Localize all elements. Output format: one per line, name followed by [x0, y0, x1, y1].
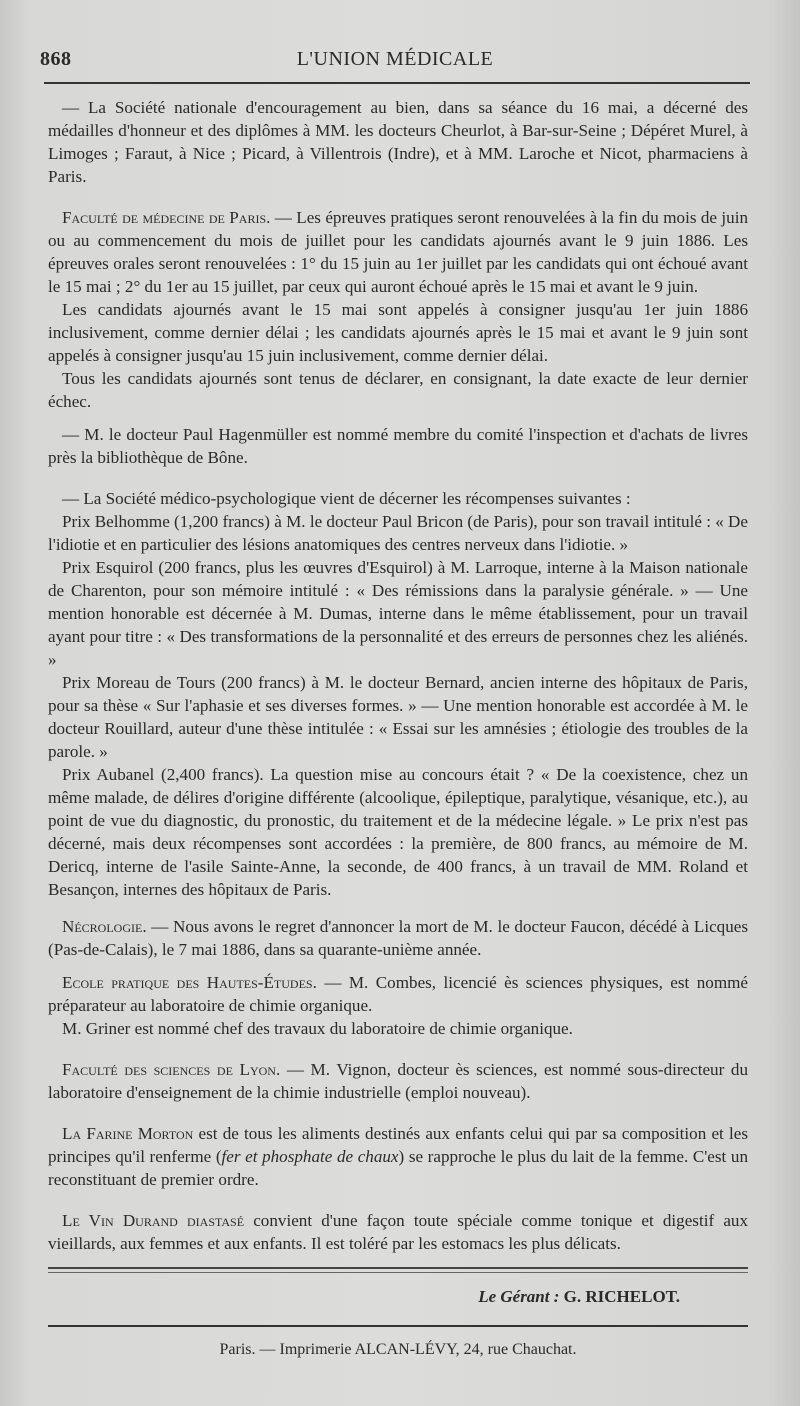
- paragraph-text: — Les épreuves pratiques seront renouvelées à la fin du mois de juin ou au commencement du mois de juillet pour les candidats ajournés avant le 9 juin 1886. Les épreuves orales seront renouvelées : 1° du 15 juin au 1er juillet par les candidats qui ont échoué avant le 15 mai ; 2° du 1er au 15 juillet, par ceux qui auront échoué après le 15 mai et avant le 9 juin.: [48, 208, 748, 296]
- section-lead: Faculté de médecine de Paris.: [62, 208, 271, 227]
- advert-lead: La Farine Morton: [62, 1124, 194, 1143]
- advert-farine-morton: [48, 1122, 748, 1191]
- prix-aubanel: Prix Aubanel (2,400 francs). La question mise au concours était ? « De la coexistence, chez un même malade, de délires d'origine différente (alcoolique, épileptique, paralytique, vésanique, etc.), au point de vue du diagnostic, du pronostic, du traitement et de la médecine légale. » Le prix n'est pas décerné, mais deux récompenses sont accordées : la première, de 800 francs, au mémoire de M. Dericq, interne de l'asile Sainte-Anne, la seconde, de 400 francs, à un travail de MM. Roland et Besançon, internes des hôpitaux de Paris.: [48, 765, 748, 899]
- prix-belhomme: Prix Belhomme (1,200 francs) à M. le docteur Paul Bricon (de Paris), pour son travail intitulé : « De l'idiotie et en particulier des lésions anatomiques des centres nerveux dans l'idiotie. »: [48, 512, 748, 554]
- prix-esquirol: Prix Esquirol (200 francs, plus les œuvres d'Esquirol) à M. Larroque, interne à la Maison nationale de Charenton, pour son mémoire intitulé : « Des rémissions dans la paralysie générale. » — Une mention honorable est décernée à M. Dumas, interne dans le même établissement, pour un travail ayant pour titre : « Des transformations de la personnalité et des erreurs de personnes chez les aliénés. »: [48, 558, 748, 669]
- signature-name: G. RICHELOT.: [563, 1287, 680, 1306]
- running-title: L'UNION MÉDICALE: [296, 48, 494, 70]
- header-rule: [44, 82, 750, 84]
- page-header: [40, 48, 750, 78]
- news-faculte-medecine-paris: [48, 206, 748, 298]
- news-ecole-hautes-etudes: [48, 971, 748, 1017]
- paragraph-text: est de tous les aliments destinés aux enfants celui qui par sa composition et les principes qu'il renferme (: [48, 1124, 748, 1166]
- section-lead: Nécrologie.: [62, 917, 147, 936]
- paragraph-italic: fer et phosphate de chaux: [221, 1147, 399, 1166]
- footer-rule: [48, 1325, 748, 1327]
- news-candidats-declarer: Tous les candidats ajournés sont tenus de déclarer, en consignant, la date exacte de leur dernier échec.: [48, 369, 748, 411]
- news-hagenmuller: — M. le docteur Paul Hagenmüller est nommé membre du comité l'inspection et d'achats de livres près la bibliothèque de Bône.: [48, 425, 748, 467]
- section-lead: Faculté des sciences de Lyon.: [62, 1060, 281, 1079]
- paragraph-text: — Nous avons le regret d'annoncer la mort de M. le docteur Faucon, décédé à Licques (Pas-de-Calais), le 7 mai 1886, dans sa quarante-unième année.: [48, 917, 748, 959]
- page-number: 868: [40, 48, 72, 70]
- advert-lead: Le Vin Durand diastasé: [62, 1211, 245, 1230]
- advert-vin-durand: [48, 1209, 748, 1255]
- paragraph-text: — M. Vignon, docteur ès sciences, est nommé sous-directeur du laboratoire d'enseignement de la chimie industrielle (emploi nouveau).: [48, 1060, 749, 1102]
- news-societe-encouragement: — La Société nationale d'encouragement au bien, dans sa séance du 16 mai, a décerné des médailles d'honneur et des diplômes à MM. les docteurs Cheurlot, à Bar-sur-Seine ; Dépéret Murel, à Limoges ; Faraut, à Nice ; Picard, à Villentrois (Indre), et à MM. Laroche et Nicot, pharmaciens à Paris.: [48, 98, 748, 186]
- news-candidats-consigner: Les candidats ajournés avant le 15 mai sont appelés à consigner jusqu'au 1er juin 1886 inclusivement, comme dernier délai ; les candidats ajournés après le 15 mai et avant le 9 juin sont appelés à consigner jusqu'au 15 juin inclusivement, comme dernier délai.: [48, 300, 748, 365]
- news-faculte-sciences-lyon: [48, 1058, 748, 1104]
- news-necrologie: [48, 915, 748, 961]
- paragraph-text: ) se rapproche le plus du lait de la femme. C'est un reconstituant de premier ordre.: [48, 1147, 748, 1189]
- signature-rule-thin: [48, 1272, 748, 1273]
- prix-moreau-de-tours: Prix Moreau de Tours (200 francs) à M. le docteur Bernard, ancien interne des hôpitaux de Paris, pour sa thèse « Sur l'aphasie et ses diverses formes. » — Une mention honorable est accordée à M. le docteur Rouillard, auteur d'une thèse intitulée : « Essai sur les amnésies ; étiologie des troubles de la parole. »: [48, 673, 748, 761]
- signature-line: [48, 1287, 748, 1307]
- news-societe-medico-psychologique: — La Société médico-psychologique vient de décerner les récompenses suivantes :: [62, 489, 631, 508]
- page-body: [48, 96, 748, 1359]
- section-lead: Ecole pratique des Hautes-Études.: [62, 973, 317, 992]
- paragraph-text: — M. Combes, licencié ès sciences physiques, est nommé préparateur au laboratoire de chimie organique.: [48, 973, 748, 1015]
- news-griner: M. Griner est nommé chef des travaux du laboratoire de chimie organique.: [62, 1019, 573, 1038]
- printer-imprint: Paris. — Imprimerie ALCAN-LÉVY, 24, rue Chauchat.: [219, 1341, 577, 1358]
- paragraph-text: convient d'une façon toute spéciale comme tonique et digestif aux vieillards, aux femmes et aux enfants. Il est toléré par les estomacs les plus délicats.: [48, 1211, 748, 1253]
- signature-label: Le Gérant :: [478, 1287, 560, 1306]
- signature-rule: [48, 1267, 748, 1269]
